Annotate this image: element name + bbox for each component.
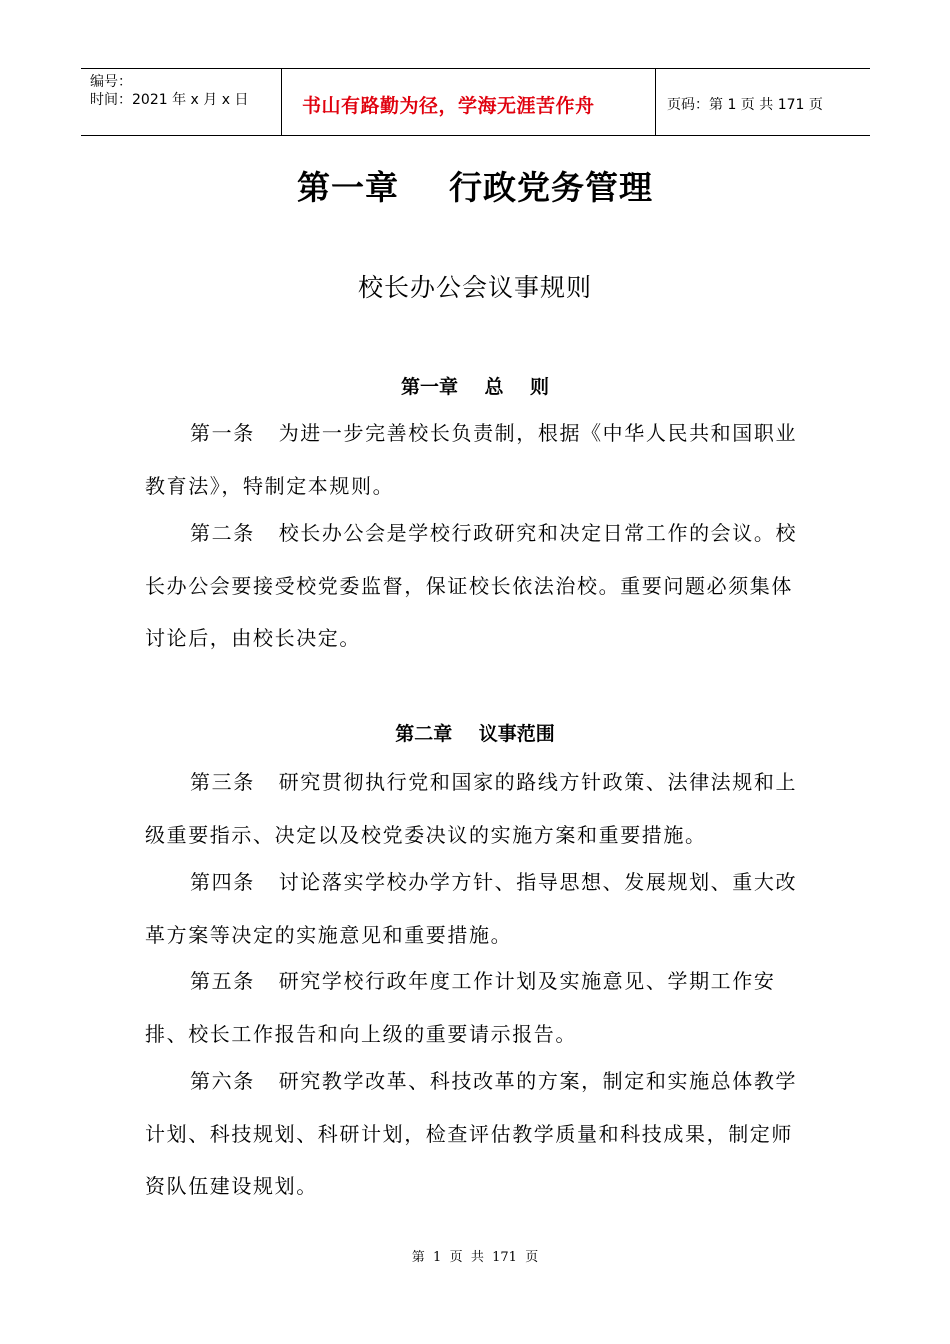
article-text: 研究学校行政年度工作计划及实施意见、学期工作安排、校长工作报告和向上级的重要请示报告。 [145, 969, 776, 1046]
header-time-label: 时间：2021 年 x 月 x 日 [90, 92, 249, 108]
article-text: 讨论落实学校办学方针、指导思想、发展规划、重大改革方案等决定的实施意见和重要措施。 [145, 870, 798, 947]
article-label: 第一条 [190, 421, 255, 445]
header-page-info: 页码：第 1 页 共 171 页 [667, 97, 823, 113]
article-label: 第五条 [190, 969, 255, 993]
article-paragraph [145, 1055, 810, 1213]
page-footer: 第 1 页 共 171 页 [411, 1250, 539, 1265]
article-paragraph [145, 407, 810, 512]
header-motto-cell [282, 69, 656, 135]
document-header-table [81, 68, 870, 136]
article-paragraph [145, 955, 810, 1060]
article-paragraph [145, 756, 810, 861]
article-label: 第三条 [190, 770, 255, 794]
article-spacer [255, 521, 279, 545]
main-title: 第一章 行政党务管理 [297, 168, 653, 207]
header-meta-cell [81, 69, 282, 135]
article-label: 第六条 [190, 1069, 255, 1093]
header-motto: 书山有路勤为径，学海无涯苦作舟 [302, 94, 595, 117]
header-page-cell [656, 69, 870, 135]
header-number-label: 编号： [90, 74, 132, 90]
article-text: 为进一步完善校长负责制，根据《中华人民共和国职业教育法》，特制定本规则。 [145, 421, 798, 498]
article-text: 校长办公会是学校行政研究和决定日常工作的会议。校长办公会要接受校党委监督，保证校长依法治校。重要问题必须集体讨论后，由校长决定。 [145, 521, 798, 650]
article-paragraph [145, 507, 810, 665]
article-paragraph [145, 856, 810, 961]
article-text: 研究贯彻执行党和国家的路线方针政策、法律法规和上级重要指示、决定以及校党委决议的实施方案和重要措施。 [145, 770, 798, 847]
article-text: 研究教学改革、科技改革的方案，制定和实施总体教学计划、科技规划、科研计划，检查评估教学质量和科技成果，制定师资队伍建设规划。 [145, 1069, 798, 1198]
article-spacer [255, 770, 279, 794]
article-label: 第四条 [190, 870, 255, 894]
chapter-heading: 第二章 议事范围 [395, 723, 555, 745]
article-spacer [255, 870, 279, 894]
article-spacer [255, 421, 279, 445]
article-spacer [255, 969, 279, 993]
article-label: 第二条 [190, 521, 255, 545]
chapter-heading: 第一章 总 则 [401, 376, 549, 398]
article-spacer [255, 1069, 279, 1093]
sub-title: 校长办公会议事规则 [357, 273, 592, 302]
